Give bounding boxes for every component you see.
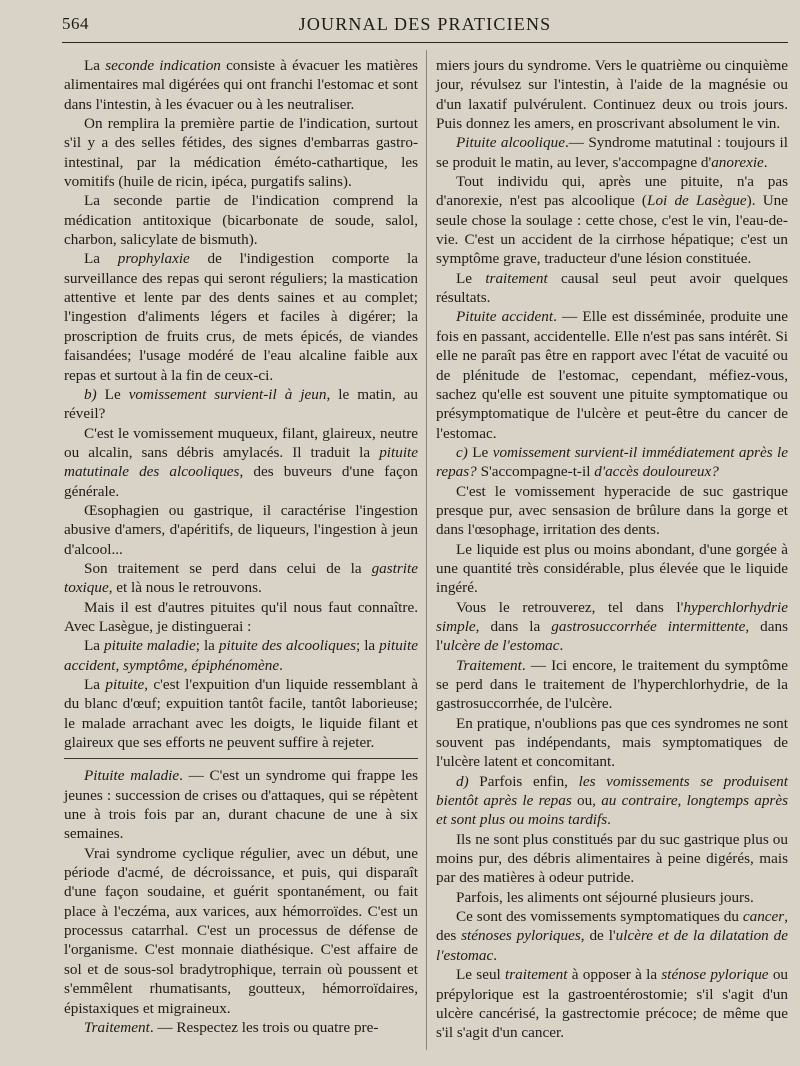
paragraph: C'est le vomissement hyperacide de suc gastrique presque pur, avec sensasion de brûlure dans la gorge et dans l'œsophage, irritation des dents. xyxy=(436,482,788,539)
page-header xyxy=(62,14,788,40)
paragraph: Ils ne sont plus constitués par du suc gastrique plus ou moins pur, des débris alimentaires à peine digérés, mais par des matières à odeur putride. xyxy=(436,830,788,887)
paragraph: La pituite maladie; la pituite des alcooliques; la pituite accident, symptôme, épiphénomène. xyxy=(64,637,418,674)
paragraph: Pituite alcoolique.— Syndrome matutinal : toujours il se produit le matin, au lever, s'accompagne d'anorexie. xyxy=(436,134,788,171)
paragraph: Le traitement causal seul peut avoir quelques résultats. xyxy=(436,269,788,307)
paragraph: Vous le retrouverez, tel dans l'hyperchlorhydrie simple, dans la gastrosuccorrhée intermittente, dans l'ulcère de l'estomac. xyxy=(436,598,788,655)
right-column xyxy=(436,56,788,1043)
left-column xyxy=(64,56,418,1037)
paragraph: On remplira la première partie de l'indication, surtout s'il y a des selles fétides, des signes d'embarras gastro-intestinal, par la médication éméto-cathartique, les vomitifs (huile de ricin, ipéca, purgatifs salins). xyxy=(64,115,418,191)
paragraph: miers jours du syndrome. Vers le quatrième ou cinquième jour, révulsez sur l'intestin, à l'aide de la magnésie ou d'un laxatif pulvérulent. Continuez deux ou trois jours. Puis donnez les amers, en proscrivant absolument le vin. xyxy=(436,57,788,133)
paragraph: Son traitement se perd dans celui de la gastrite toxique, et là nous le retrouvons. xyxy=(64,559,418,597)
paragraph: En pratique, n'oublions pas que ces syndromes ne sont souvent pas indépendants, mais symptomatiques de l'ulcère latent et concomitant. xyxy=(436,714,788,771)
paragraph: Œsophagien ou gastrique, il caractérise l'ingestion abusive d'amers, d'apéritifs, de liqueurs, l'ingestion à jeun d'alcool... xyxy=(64,501,418,558)
paragraph: Traitement. — Respectez les trois ou quatre pre- xyxy=(84,1018,379,1036)
paragraph: La pituite, c'est l'expuition d'un liquide ressemblant à du blanc d'œuf; expuition tantôt facile, tantôt laborieuse; le malade arrachant avec les doigts, le liquide filant et glaireux que ses efforts ne peuvent suffire à rejeter. xyxy=(64,676,418,752)
paragraph: Mais il est d'autres pituites qu'il nous faut connaître. Avec Lasègue, je distinguerai : xyxy=(64,598,418,635)
paragraph: b) Le vomissement survient-il à jeun, le matin, au réveil? xyxy=(64,385,418,423)
section-rule xyxy=(64,758,418,759)
paragraph: c) Le vomissement survient-il immédiatement après le repas? S'accompagne-t-il d'accès douloureux? xyxy=(436,443,788,481)
header-rule xyxy=(62,42,788,43)
paragraph: Ce sont des vomissements symptomatiques du cancer, des sténoses pyloriques, de l'ulcère et de la dilatation de l'estomac. xyxy=(436,908,788,964)
paragraph: La seconde indication consiste à évacuer les matières alimentaires mal digérées qui ont franchi l'estomac et sont dans l'intestin, à les évacuer ou à les neutraliser. xyxy=(64,57,418,113)
paragraph: C'est le vomissement muqueux, filant, glaireux, neutre ou alcalin, sans débris amylacés. Il traduit la pituite matutinale des alcooliques, des buveurs d'une façon générale. xyxy=(64,424,418,500)
paragraph: La prophylaxie de l'indigestion comporte la surveillance des repas qui seront réguliers; la mastication attentive et lente par des dents saines et au complet; l'ingestion d'aliments légers et faciles à digérer; la proscription de fruits crus, de mets épicés, de viandes faisandées; l'usage modéré de l'eau alcaline faible aux repas et surtout à la fin de ceux-ci. xyxy=(64,250,418,384)
paragraph: Pituite accident. — Elle est disséminée, produite une fois en passant, accidentelle. Elle n'est pas sans intérêt. Si elle ne paraît pas être en rapport avec l'état de vacuité ou de plénitude de l'estomac, cependant, méfiez-vous, sachez qu'elle est souvent une pituite symptomatique ou présymptomatique de l'ulcère et peut-être du cancer de l'estomac. xyxy=(436,308,789,442)
paragraph: Vrai syndrome cyclique régulier, avec un début, une période d'acmé, de décroissance, et puis, qui disparaît d'une façon soudaine, et guérit spontanément, ou fait place à l'eczéma, aux varices, aux hémorroïdes. C'est un processus catarrhal. C'est un processus de défense de l'organisme. C'est monnaie diathésique. C'est affaire de sol et de sous-sol bradytrophique, terrain où poussent et s'emmêlent rhumatisants, goutteux, hémorroïdaires, épistaxiques et migraineux. xyxy=(64,844,418,1017)
paragraph: La seconde partie de l'indication comprend la médication antitoxique (bicarbonate de soude, salol, charbon, salicylate de bismuth). xyxy=(64,192,418,249)
column-divider xyxy=(426,50,427,1050)
paragraph: Parfois, les aliments ont séjourné plusieurs jours. xyxy=(456,888,754,906)
page-number: 564 xyxy=(62,14,89,33)
paragraph: Le seul traitement à opposer à la sténose pylorique ou prépylorique est la gastroentérostomie; s'il s'agit d'un ulcère cancérisé, la gastrectomie précoce; de même que s'il s'agit d'un cancer. xyxy=(436,966,789,1042)
paragraph: Pituite maladie. — C'est un syndrome qui frappe les jeunes : succession de crises ou d'attaques, qui se répètent une à trois fois par an, durant chacune de une à six semaines. xyxy=(64,767,418,843)
paragraph: Tout individu qui, après une pituite, n'a pas d'anorexie, n'est pas alcoolique (Loi de Lasègue). Une seule chose la soulage : cette chose, c'est le vin, l'eau-de-vie. C'est un accident de la cirrhose hépatique; c'est un symptôme grave, traducteur d'une lésion constituée. xyxy=(436,173,789,268)
paragraph: Traitement. — Ici encore, le traitement du symptôme se perd dans le traitement de l'hyperchlorhydrie, de la gastrosuccorrhée, de l'ulcère. xyxy=(436,656,788,713)
paragraph: Le liquide est plus ou moins abondant, d'une gorgée à une quantité très considérable, plus élevée que le liquide ingéré. xyxy=(436,540,788,597)
paragraph: d) Parfois enfin, les vomissements se produisent bientôt après le repas ou, au contraire, longtemps après et sont plus ou moins tardifs. xyxy=(436,772,788,829)
running-title: JOURNAL DES PRATICIENS xyxy=(298,14,552,34)
